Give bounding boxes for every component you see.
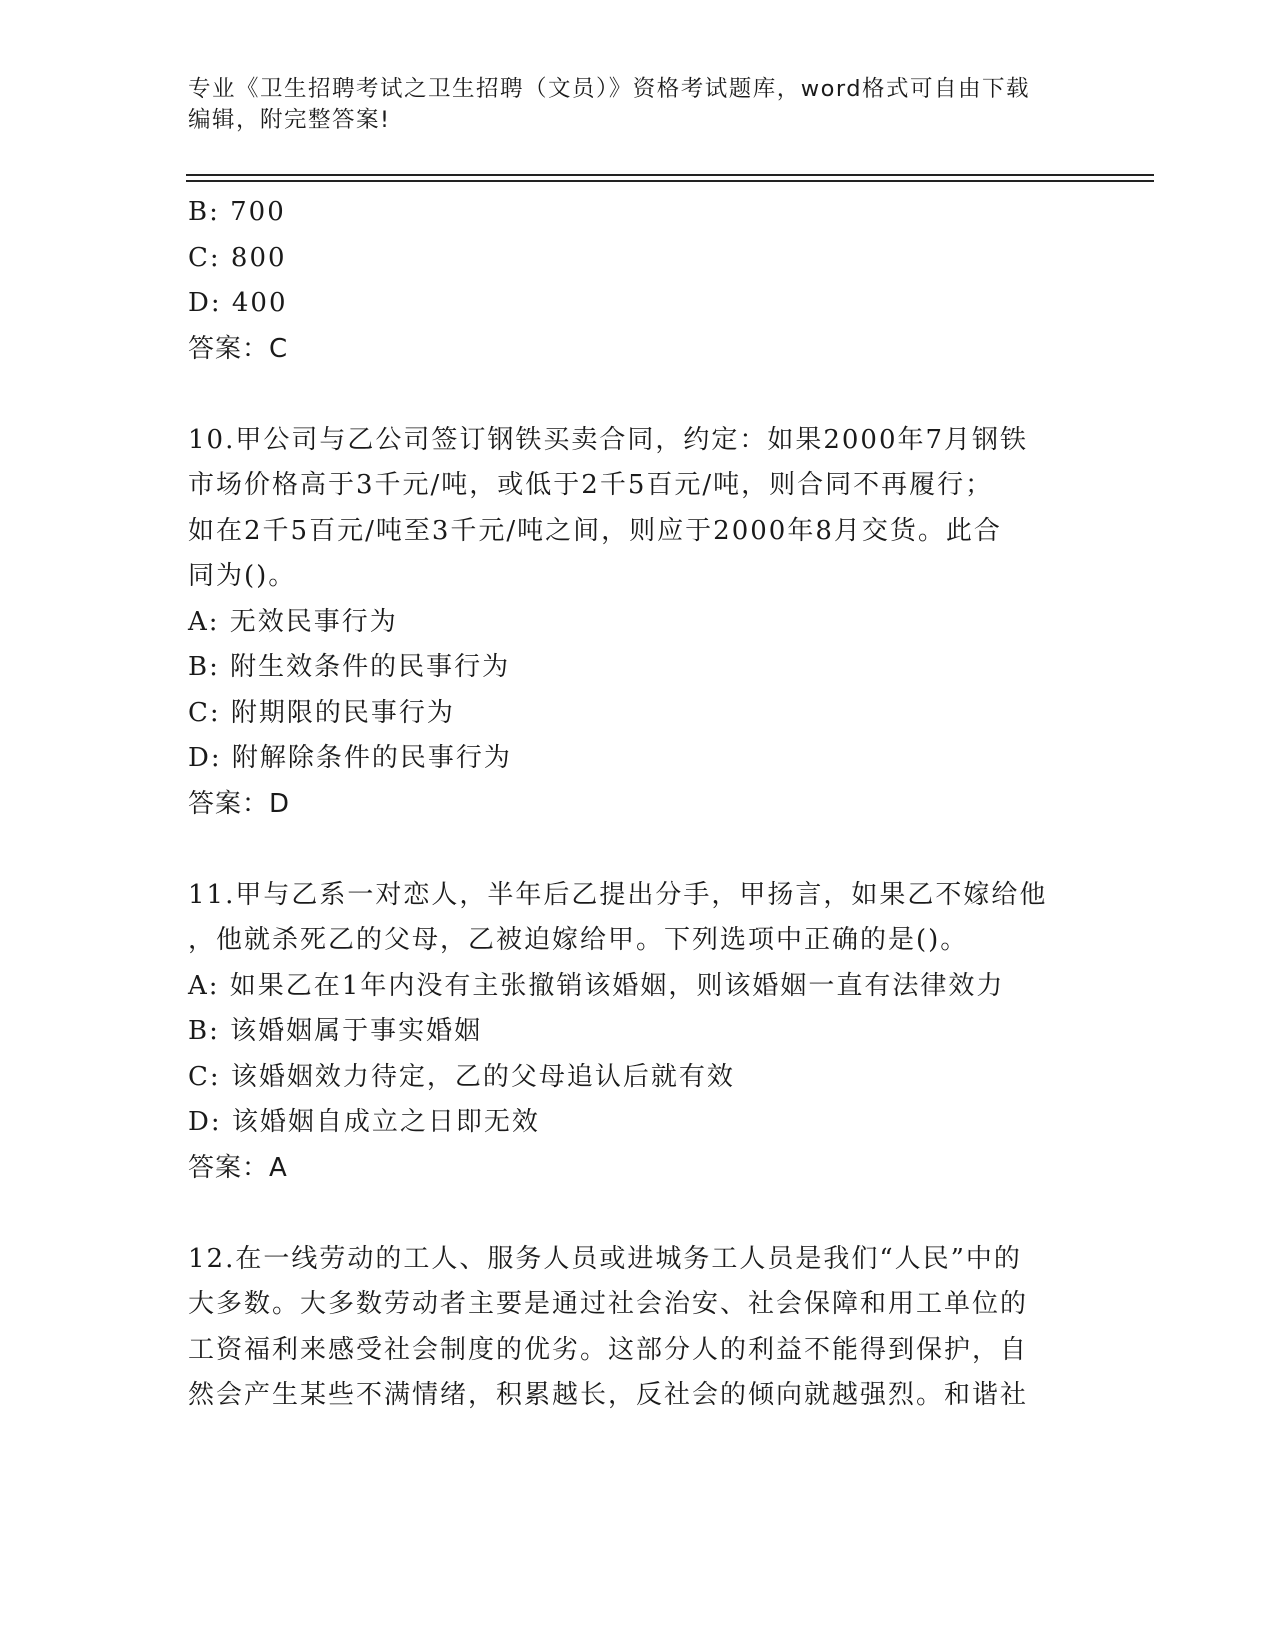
question-text-line: 然会产生某些不满情绪，积累越长，反社会的倾向就越强烈。和谐社 xyxy=(188,1380,1029,1410)
header-divider-top xyxy=(186,174,1154,176)
question-text-line: 市场价格高于3千元/吨，或低于2千5百元/吨，则合同不再履行； xyxy=(188,470,994,500)
option-d: D: 该婚姻自成立之日即无效 xyxy=(188,1107,540,1137)
question-10 xyxy=(188,418,1088,828)
question-text-line: 大多数。大多数劳动者主要是通过社会治安、社会保障和用工单位的 xyxy=(188,1289,1029,1319)
question-content xyxy=(188,190,1088,1419)
option-b: B: 该婚姻属于事实婚姻 xyxy=(188,1016,483,1046)
question-text-line: 11.甲与乙系一对恋人，半年后乙提出分手，甲扬言，如果乙不嫁给他 xyxy=(188,879,1048,910)
option-d: D: 400 xyxy=(188,288,288,318)
option-c: C: 800 xyxy=(188,242,287,273)
option-a: A: 如果乙在1年内没有主张撤销该婚姻，则该婚姻一直有法律效力 xyxy=(188,970,1005,1001)
question-text-line: 工资福利来感受社会制度的优劣。这部分人的利益不能得到保护，自 xyxy=(188,1334,1029,1365)
header-line-2: 编辑，附完整答案! xyxy=(188,107,391,133)
option-a: A: 无效民事行为 xyxy=(188,606,398,637)
page-header xyxy=(188,74,1088,136)
option-c: C: 该婚姻效力待定，乙的父母追认后就有效 xyxy=(188,1061,735,1092)
question-11 xyxy=(188,873,1088,1192)
question-12 xyxy=(188,1237,1088,1419)
option-d: D: 附解除条件的民事行为 xyxy=(188,743,512,773)
answer-label: 答案：D xyxy=(188,788,291,819)
header-line-1: 专业《卫生招聘考试之卫生招聘（文员）》资格考试题库，word格式可自由下载 xyxy=(188,76,1031,102)
question-text-line: 同为()。 xyxy=(188,561,297,591)
option-b: B: 附生效条件的民事行为 xyxy=(188,652,511,682)
spacer xyxy=(188,372,1088,418)
question-text-line: 如在2千5百元/吨至3千元/吨之间，则应于2000年8月交货。此合 xyxy=(188,515,1002,546)
prev-question xyxy=(188,190,1088,372)
answer-label: 答案：A xyxy=(188,1152,288,1183)
question-text-line: ，他就杀死乙的父母，乙被迫嫁给甲。下列选项中正确的是()。 xyxy=(188,925,969,955)
spacer xyxy=(188,1191,1088,1237)
question-text-line: 12.在一线劳动的工人、服务人员或进城务工人员是我们“人民”中的 xyxy=(188,1243,1022,1274)
option-c: C: 附期限的民事行为 xyxy=(188,697,455,728)
answer-label: 答案：C xyxy=(188,333,289,364)
option-b: B: 700 xyxy=(188,197,286,227)
question-text-line: 10.甲公司与乙公司签订钢铁买卖合同，约定：如果2000年7月钢铁 xyxy=(188,424,1029,455)
spacer xyxy=(188,827,1088,873)
header-divider-bottom xyxy=(186,180,1154,182)
